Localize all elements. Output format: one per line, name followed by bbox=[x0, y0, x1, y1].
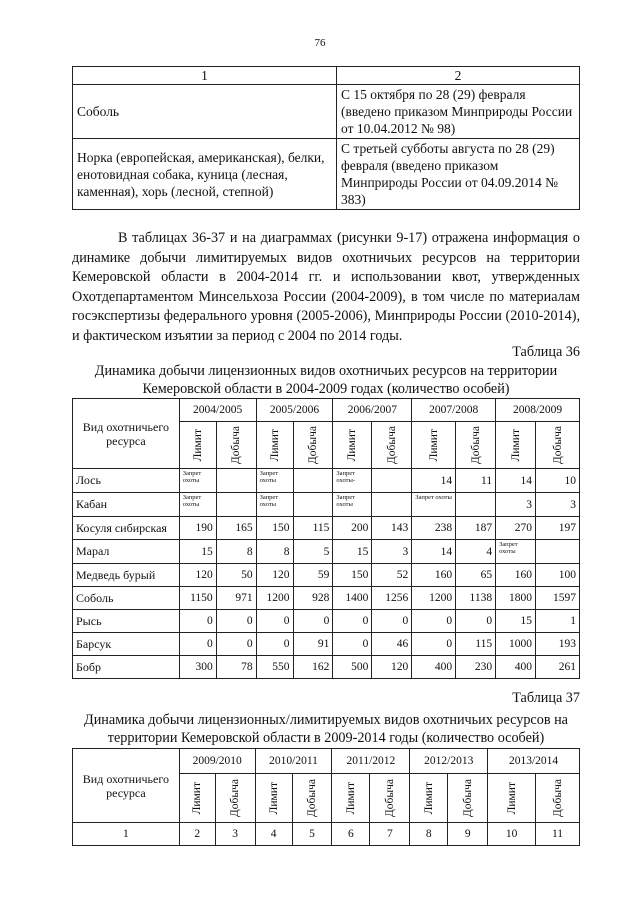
value-cell: 46 bbox=[372, 633, 412, 656]
harvest-header: Добыча bbox=[229, 778, 242, 818]
note-cell: Запрет охоты bbox=[179, 469, 216, 493]
table-row bbox=[73, 587, 580, 610]
value-cell: 3 bbox=[496, 493, 536, 517]
species-cell: Барсук bbox=[73, 633, 180, 656]
column-number: 11 bbox=[536, 823, 580, 846]
period-header: 2006/2007 bbox=[333, 399, 412, 422]
subheader-cell bbox=[255, 774, 292, 823]
column-number: 8 bbox=[410, 823, 448, 846]
value-cell: 50 bbox=[216, 564, 256, 587]
subheader-cell bbox=[370, 774, 410, 823]
table-row bbox=[73, 610, 580, 633]
subheader-cell bbox=[215, 774, 255, 823]
value-cell: 143 bbox=[372, 517, 412, 540]
note-cell: Запрет охоты bbox=[256, 469, 293, 493]
harvest-header: Добыча bbox=[469, 425, 482, 465]
value-cell: 0 bbox=[216, 610, 256, 633]
value-cell: 3 bbox=[372, 540, 412, 564]
table-row bbox=[73, 139, 580, 210]
species-cell: Соболь bbox=[73, 85, 337, 139]
value-cell bbox=[216, 469, 256, 493]
subheader-cell bbox=[179, 774, 215, 823]
value-cell: 162 bbox=[293, 656, 333, 679]
value-cell: 8 bbox=[256, 540, 293, 564]
value-cell: 0 bbox=[256, 610, 293, 633]
value-cell bbox=[293, 469, 333, 493]
table-row bbox=[73, 517, 580, 540]
note-cell: Запрет охоты bbox=[256, 493, 293, 517]
period-header: 2005/2006 bbox=[256, 399, 333, 422]
column-number: 4 bbox=[255, 823, 292, 846]
value-cell: 550 bbox=[256, 656, 293, 679]
subheader-cell bbox=[292, 774, 332, 823]
page-number: 76 bbox=[314, 37, 326, 49]
value-cell: 270 bbox=[496, 517, 536, 540]
subheader-cell bbox=[410, 774, 448, 823]
value-cell bbox=[372, 493, 412, 517]
table36-label: Таблица 36 bbox=[512, 344, 580, 360]
value-cell: 165 bbox=[216, 517, 256, 540]
harvest-header: Добыча bbox=[461, 778, 474, 818]
limit-header: Лимит bbox=[427, 428, 440, 462]
column-number: 7 bbox=[370, 823, 410, 846]
harvest-header: Добыча bbox=[306, 778, 318, 818]
limit-header: Лимит bbox=[191, 781, 204, 815]
value-cell: 10 bbox=[536, 469, 580, 493]
value-cell: 14 bbox=[496, 469, 536, 493]
period-header: 2009/2010 bbox=[179, 749, 255, 774]
limit-header: Лимит bbox=[509, 428, 522, 462]
value-cell bbox=[216, 493, 256, 517]
harvest-header: Добыча bbox=[230, 425, 243, 465]
note-cell: Запрет охоты bbox=[412, 493, 456, 517]
value-cell: 230 bbox=[456, 656, 496, 679]
subheader-cell bbox=[256, 422, 293, 469]
value-cell: 11 bbox=[456, 469, 496, 493]
hunting-seasons-table bbox=[72, 66, 580, 210]
harvest-header: Добыча bbox=[551, 778, 564, 818]
table37-label: Таблица 37 bbox=[512, 690, 580, 706]
value-cell: 0 bbox=[293, 610, 333, 633]
period-cell: С третьей субботы августа по 28 (29) февраля (введено приказом Минприроды России от 04.09.2014 № 383) bbox=[337, 139, 580, 210]
value-cell bbox=[293, 493, 333, 517]
value-cell: 1400 bbox=[333, 587, 372, 610]
value-cell: 1138 bbox=[456, 587, 496, 610]
value-cell: 1597 bbox=[536, 587, 580, 610]
species-cell: Рысь bbox=[73, 610, 180, 633]
table37-title: Динамика добычи лицензионных/лимитируемых видов охотничьих ресурсов на территории Кемеровской области в 2009-2014 годы (количество особей) bbox=[84, 712, 568, 746]
column-number: 9 bbox=[448, 823, 488, 846]
subheader-cell bbox=[293, 422, 333, 469]
value-cell bbox=[456, 493, 496, 517]
value-cell: 15 bbox=[333, 540, 372, 564]
value-cell: 187 bbox=[456, 517, 496, 540]
species-cell: Бобр bbox=[73, 656, 180, 679]
subheader-cell bbox=[332, 774, 370, 823]
value-cell: 1256 bbox=[372, 587, 412, 610]
value-cell: 200 bbox=[333, 517, 372, 540]
value-cell: 400 bbox=[496, 656, 536, 679]
value-cell: 0 bbox=[333, 633, 372, 656]
value-cell: 0 bbox=[179, 610, 216, 633]
subheader-cell bbox=[496, 422, 536, 469]
period-header: 2008/2009 bbox=[496, 399, 580, 422]
harvest-header: Добыча bbox=[385, 425, 398, 465]
value-cell: 1150 bbox=[179, 587, 216, 610]
period-header: 2010/2011 bbox=[255, 749, 332, 774]
value-cell: 150 bbox=[333, 564, 372, 587]
value-cell: 91 bbox=[293, 633, 333, 656]
body-paragraph: В таблицах 36-37 и на диаграммах (рисунки 9-17) отражена информация о динамике добычи лимитируемых видов охотничьих ресурсов на территории Кемеровской области в 2004-2014 гг. и использовании квот, утвержденных Охотдепартаментом Минсельхоза России (2004-2009), в том числе по материалам госэкспертизы федерального уровня (2005-2006), Минприроды России (2010-2014), и фактическом изъятии за период с 2004 по 2014 годы. bbox=[72, 230, 580, 344]
subheader-cell bbox=[536, 422, 580, 469]
period-header: 2011/2012 bbox=[332, 749, 410, 774]
column-header: 2 bbox=[337, 67, 580, 85]
period-header: 2013/2014 bbox=[488, 749, 580, 774]
note-cell: Запрет охоты- bbox=[333, 469, 372, 493]
value-cell bbox=[536, 540, 580, 564]
value-cell: 1 bbox=[536, 610, 580, 633]
species-cell: Марал bbox=[73, 540, 180, 564]
table36 bbox=[72, 398, 580, 679]
subheader-cell bbox=[333, 422, 372, 469]
subheader-cell bbox=[536, 774, 580, 823]
column-header: 1 bbox=[73, 67, 337, 85]
species-cell: Кабан bbox=[73, 493, 180, 517]
value-cell: 8 bbox=[216, 540, 256, 564]
value-cell: 193 bbox=[536, 633, 580, 656]
limit-header: Лимит bbox=[505, 781, 518, 815]
table36-title: Динамика добычи лицензионных видов охотничьих ресурсов на территории Кемеровской области в 2004-2009 годах (количество особей) bbox=[94, 363, 558, 397]
table-row bbox=[73, 656, 580, 679]
value-cell: 160 bbox=[496, 564, 536, 587]
harvest-header: Добыча bbox=[551, 425, 564, 465]
value-cell: 190 bbox=[179, 517, 216, 540]
species-cell: Норка (европейская, американская), белки, енотовидная собака, куница (лесная, каменная), хорь (лесной, степной) bbox=[73, 139, 337, 210]
value-cell: 120 bbox=[179, 564, 216, 587]
resource-header: Вид охотничьего ресурса bbox=[73, 399, 180, 469]
limit-header: Лимит bbox=[346, 428, 359, 462]
value-cell: 971 bbox=[216, 587, 256, 610]
value-cell: 1000 bbox=[496, 633, 536, 656]
value-cell: 0 bbox=[216, 633, 256, 656]
value-cell: 400 bbox=[412, 656, 456, 679]
note-cell: Запрет охоты bbox=[496, 540, 536, 564]
value-cell: 150 bbox=[256, 517, 293, 540]
value-cell: 500 bbox=[333, 656, 372, 679]
limit-header: Лимит bbox=[268, 428, 281, 462]
value-cell: 0 bbox=[333, 610, 372, 633]
value-cell: 120 bbox=[256, 564, 293, 587]
value-cell: 14 bbox=[412, 469, 456, 493]
table-row bbox=[73, 85, 580, 139]
column-number: 2 bbox=[179, 823, 215, 846]
subheader-cell bbox=[179, 422, 216, 469]
value-cell: 5 bbox=[293, 540, 333, 564]
column-number: 3 bbox=[215, 823, 255, 846]
subheader-cell bbox=[456, 422, 496, 469]
value-cell: 0 bbox=[412, 610, 456, 633]
period-header: 2007/2008 bbox=[412, 399, 496, 422]
value-cell: 160 bbox=[412, 564, 456, 587]
value-cell: 197 bbox=[536, 517, 580, 540]
value-cell: 15 bbox=[496, 610, 536, 633]
value-cell: 3 bbox=[536, 493, 580, 517]
table-row bbox=[73, 540, 580, 564]
column-numbers-row bbox=[73, 823, 580, 846]
note-cell: Запрет охоты bbox=[333, 493, 372, 517]
value-cell: 0 bbox=[256, 633, 293, 656]
value-cell: 115 bbox=[293, 517, 333, 540]
limit-header: Лимит bbox=[191, 428, 204, 462]
value-cell: 0 bbox=[372, 610, 412, 633]
period-header: 2012/2013 bbox=[410, 749, 488, 774]
species-cell: Косуля сибирская bbox=[73, 517, 180, 540]
value-cell: 14 bbox=[412, 540, 456, 564]
species-cell: Лось bbox=[73, 469, 180, 493]
value-cell: 261 bbox=[536, 656, 580, 679]
resource-header: Вид охотничьего ресурса bbox=[73, 749, 180, 823]
table-row bbox=[73, 564, 580, 587]
value-cell bbox=[372, 469, 412, 493]
period-header-row bbox=[73, 749, 580, 774]
species-cell: Медведь бурый bbox=[73, 564, 180, 587]
subheader-cell bbox=[488, 774, 536, 823]
species-cell: Соболь bbox=[73, 587, 180, 610]
harvest-header: Добыча bbox=[306, 425, 319, 465]
value-cell: 78 bbox=[216, 656, 256, 679]
column-number: 5 bbox=[292, 823, 332, 846]
value-cell: 928 bbox=[293, 587, 333, 610]
harvest-header: Добыча bbox=[383, 778, 396, 818]
value-cell: 0 bbox=[456, 610, 496, 633]
column-number: 6 bbox=[332, 823, 370, 846]
value-cell: 238 bbox=[412, 517, 456, 540]
table-row bbox=[73, 469, 580, 493]
value-cell: 120 bbox=[372, 656, 412, 679]
table-row bbox=[73, 633, 580, 656]
table-row bbox=[73, 493, 580, 517]
column-number: 10 bbox=[488, 823, 536, 846]
limit-header: Лимит bbox=[422, 781, 435, 815]
period-header-row bbox=[73, 399, 580, 422]
limit-header: Лимит bbox=[344, 781, 357, 815]
value-cell: 65 bbox=[456, 564, 496, 587]
value-cell: 52 bbox=[372, 564, 412, 587]
table37 bbox=[72, 748, 580, 846]
value-cell: 115 bbox=[456, 633, 496, 656]
limit-header: Лимит bbox=[267, 781, 280, 815]
value-cell: 1200 bbox=[412, 587, 456, 610]
period-header: 2004/2005 bbox=[179, 399, 256, 422]
value-cell: 4 bbox=[456, 540, 496, 564]
note-cell: Запрет охоты bbox=[179, 493, 216, 517]
period-cell: С 15 октября по 28 (29) февраля (введено приказом Минприроды России от 10.04.2012 № 98) bbox=[337, 85, 580, 139]
subheader-cell bbox=[216, 422, 256, 469]
value-cell: 0 bbox=[179, 633, 216, 656]
value-cell: 59 bbox=[293, 564, 333, 587]
value-cell: 300 bbox=[179, 656, 216, 679]
column-number: 1 bbox=[73, 823, 180, 846]
subheader-cell bbox=[412, 422, 456, 469]
value-cell: 100 bbox=[536, 564, 580, 587]
table-header-row bbox=[73, 67, 580, 85]
value-cell: 15 bbox=[179, 540, 216, 564]
value-cell: 1200 bbox=[256, 587, 293, 610]
subheader-cell bbox=[448, 774, 488, 823]
value-cell: 0 bbox=[412, 633, 456, 656]
subheader-cell bbox=[372, 422, 412, 469]
value-cell: 1800 bbox=[496, 587, 536, 610]
